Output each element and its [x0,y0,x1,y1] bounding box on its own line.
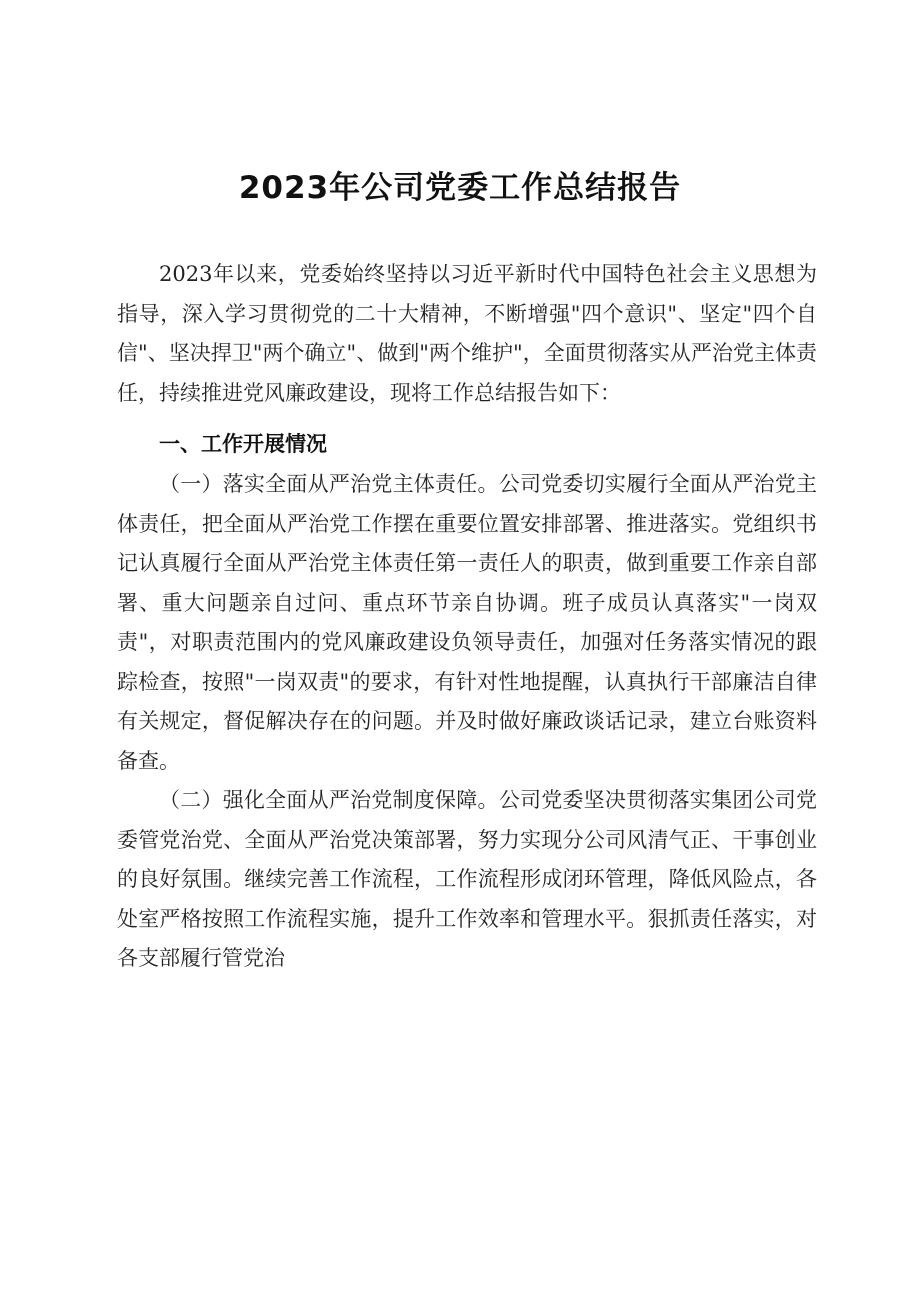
document-body [117,255,817,979]
paragraph-item-1: （一）落实全面从严治党主体责任。公司党委切实履行全面从严治党主体责任，把全面从严治党工作摆在重要位置安排部署、推进落实。党组织书记认真履行全面从严治党主体责任第一责任人的职责，做到重要工作亲自部署、重大问题亲自过问、重点环节亲自协调。班子成员认真落实"一岗双责"，对职责范围内的党风廉政建设负领导责任，加强对任务落实情况的跟踪检查，按照"一岗双责"的要求，有针对性地提醒，认真执行干部廉洁自律有关规定，督促解决存在的问题。并及时做好廉政谈话记录，建立台账资料备查。 [117,472,817,773]
section-heading-work-progress: 一、工作开展情况 [159,432,327,456]
intro-paragraph: 2023年以来，党委始终坚持以习近平新时代中国特色社会主义思想为指导，深入学习贯彻党的二十大精神，不断增强"四个意识"、坚定"四个自信"、坚决捍卫"两个确立"、做到"两个维护"，全面贯彻落实从严治党主体责任，持续推进党风廉政建设，现将工作总结报告如下： [117,262,817,405]
paragraph-item-2: （二）强化全面从严治党制度保障。公司党委坚决贯彻落实集团公司党委管党治党、全面从严治党决策部署，努力实现分公司风清气正、干事创业的良好氛围。继续完善工作流程，工作流程形成闭环管理，降低风险点，各处室严格按照工作流程实施，提升工作效率和管理水平。狠抓责任落实，对各支部履行管党治 [117,788,817,970]
document-title: 2023年公司党委工作总结报告 [238,170,682,206]
